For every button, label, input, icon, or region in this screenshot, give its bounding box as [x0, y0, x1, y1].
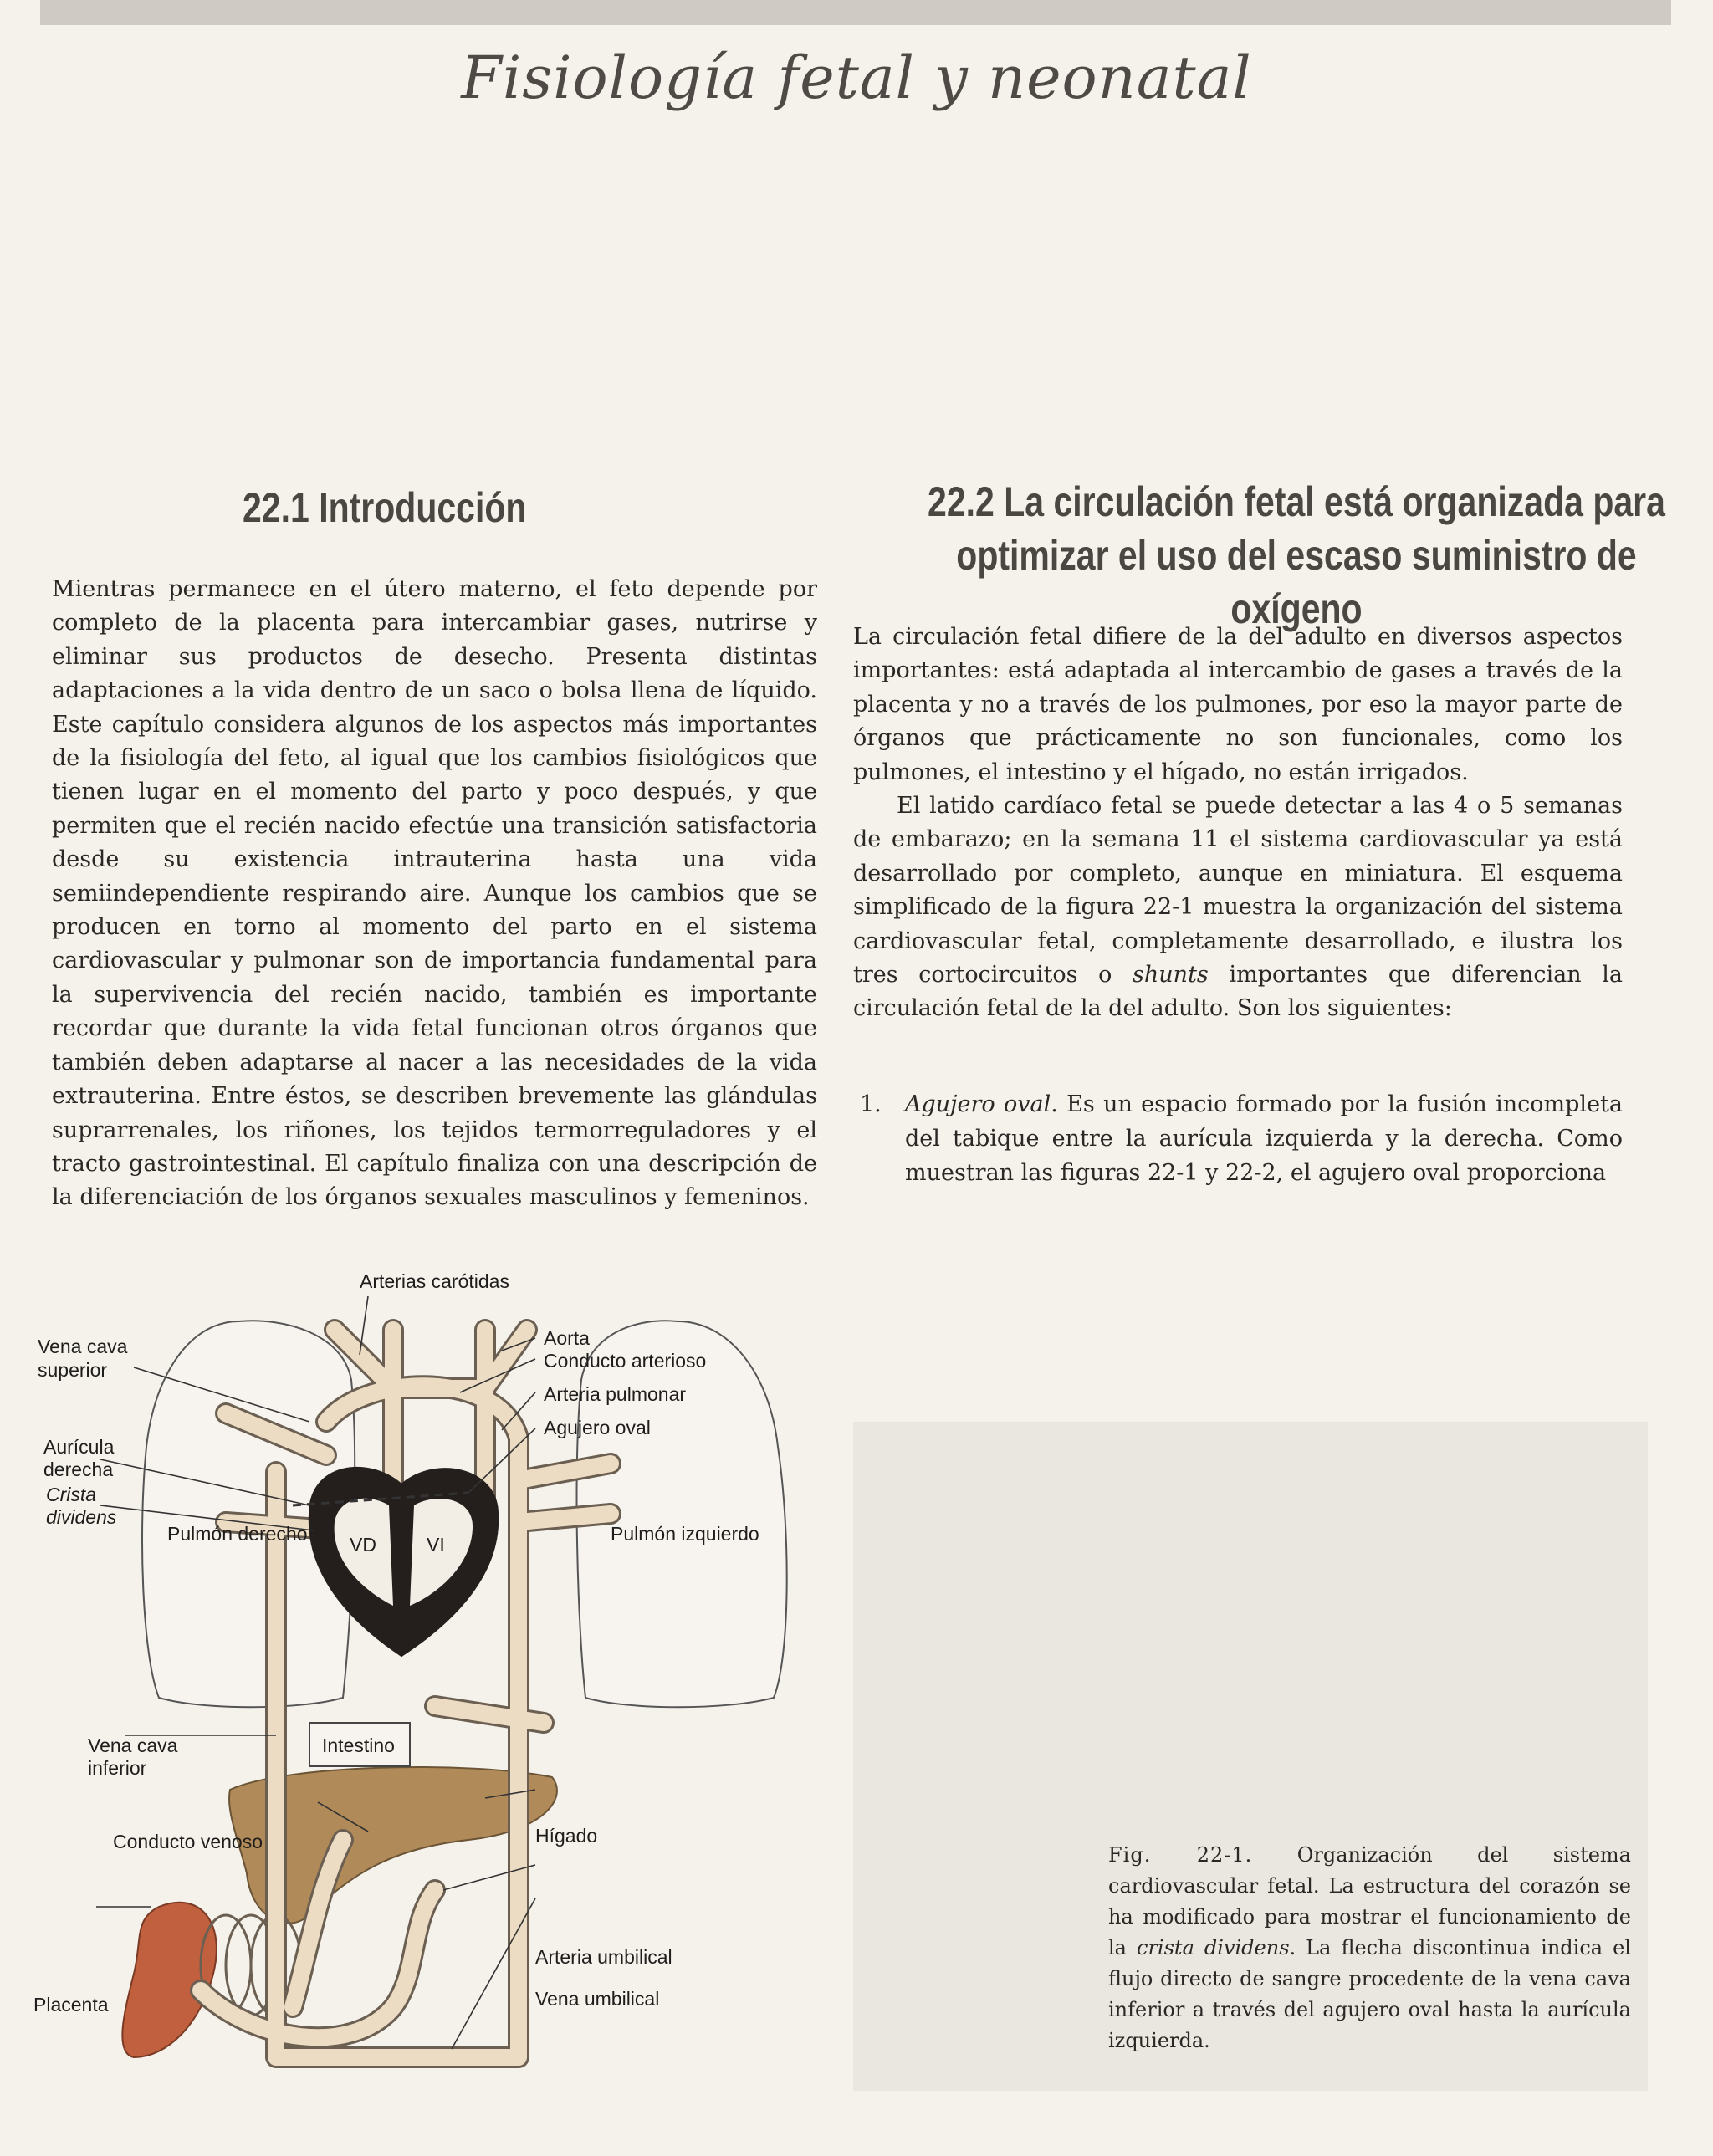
label-pulmon-izquierdo: Pulmón izquierdo	[611, 1523, 759, 1545]
label-vena-cava-inferior-2: inferior	[88, 1757, 147, 1779]
circulacion-paragraph-1: La circulación fetal difiere de la del adulto en diversos aspectos importantes: está adaptada al intercambio de gases a través de la placenta y no a través de los pulmones, por eso la mayor parte de órganos que prácticamente no son funcionales, como los pulmones, el intestino y el hígado, no están irrigados.	[853, 624, 1623, 785]
label-placenta: Placenta	[33, 1994, 109, 2016]
label-vena-cava-superior-2: superior	[38, 1359, 108, 1381]
label-conducto-venoso: Conducto venoso	[113, 1831, 263, 1852]
section-title-line-2: optimizar el uso del escaso suministro de oxígeno	[956, 532, 1637, 632]
label-vd: VD	[350, 1534, 376, 1556]
shunt-list	[853, 1087, 1623, 1190]
chapter-title: Fisiología fetal y neonatal	[461, 43, 1252, 112]
label-vena-cava-inferior-1: Vena cava	[88, 1735, 178, 1756]
section-title-introduccion: 22.1 Introducción	[243, 484, 527, 531]
label-higado: Hígado	[535, 1825, 598, 1847]
list-item-body: Agujero oval. Es un espacio formado por la fusión incompleta del tabique entre la aurícula izquierda y la derecha. Como muestran las figuras 22-1 y 22-2, el agujero oval proporciona	[905, 1091, 1623, 1186]
figure-caption: Fig. 22-1. Organización del sistema cardiovascular fetal. La estructura del corazón se ha modificado para mostrar el funcionamiento de la crista dividens. La flecha discontinua indica el flujo directo de sangre procedente de la vena cava inferior a través del agujero oval hasta la aurícula izquierda.	[1108, 1843, 1631, 2052]
list-item-term: Agujero oval	[905, 1091, 1051, 1117]
crista-dividens-term: crista dividens	[1137, 1936, 1290, 1959]
label-agujero-oval: Agujero oval	[544, 1417, 651, 1438]
label-aorta: Aorta	[544, 1327, 590, 1349]
circulacion-paragraph-2: El latido cardíaco fetal se puede detectar a las 4 o 5 semanas de embarazo; en la semana 11 el sistema cardiovascular ya está desarrollado por completo, aunque en miniatura. El esquema simplificado de la figura 22-1 muestra la organización del sistema cardiovascular fetal, completamente desarrollado, e ilustra los tres cortocircuitos o shunts importantes que diferencian la circulación fetal de la del adulto. Son los siguientes:	[853, 793, 1623, 1022]
label-conducto-arterioso: Conducto arterioso	[544, 1350, 707, 1372]
label-auricula-derecha-1: Aurícula	[43, 1436, 115, 1458]
shunts-term: shunts	[1133, 962, 1209, 989]
label-auricula-derecha-2: derecha	[43, 1459, 114, 1480]
figure-number: Fig. 22-1.	[1108, 1843, 1253, 1867]
introduccion-paragraph: Mientras permanece en el útero materno, el feto depende por completo de la placenta para intercambiar gases, nutrirse y eliminar sus productos de desecho. Presenta distintas adaptaciones a la vida dentro de un saco o bolsa llena de líquido. Este capítulo considera algunos de los aspectos más importantes de la fisiología del feto, al igual que los cambios fisiológicos que tienen lugar en el momento del parto y poco después, y que permiten que el recién nacido efectúe una transición satisfactoria desde su existencia intrauterina hasta una vida semiindependiente respirando aire. Aunque los cambios que se producen en torno al momento del parto en el sistema cardiovascular y pulmonar son de importancia fundamental para la supervivencia del recién nacido, también es importante recordar que durante la vida fetal funcionan otros órganos que también deben adaptarse al nacer a las necesidades de la vida extrauterina. Entre éstos, se describen brevemente las glándulas suprarrenales, los riñones, los tejidos termorreguladores y el tracto gastrointestinal. El capítulo finaliza con una descripción de la diferenciación de los órganos sexuales masculinos y femeninos.	[52, 576, 817, 1211]
section-title-line-1: 22.2 La circulación fetal está organizada para	[928, 478, 1665, 525]
label-pulmon-derecho: Pulmón derecho	[167, 1523, 308, 1545]
label-crista-1: Crista	[46, 1484, 97, 1505]
label-intestino: Intestino	[322, 1735, 395, 1756]
list-item-number: 1.	[860, 1091, 882, 1117]
label-arteria-pulmonar: Arteria pulmonar	[544, 1383, 687, 1405]
list-item	[853, 1087, 1623, 1190]
label-vena-umbilical: Vena umbilical	[535, 1988, 660, 2010]
label-vi: VI	[427, 1534, 445, 1556]
fetal-circulation-diagram	[33, 1254, 870, 2091]
label-vena-cava-superior-1: Vena cava	[38, 1336, 128, 1357]
label-arteria-umbilical: Arteria umbilical	[535, 1946, 672, 1968]
page-top-edge	[40, 0, 1671, 25]
circulacion-body	[853, 621, 1623, 1026]
label-crista-2: dividens	[46, 1506, 117, 1528]
label-arterias-carotidas: Arterias carótidas	[360, 1270, 509, 1292]
section-title-circulacion-fetal	[919, 475, 1674, 636]
